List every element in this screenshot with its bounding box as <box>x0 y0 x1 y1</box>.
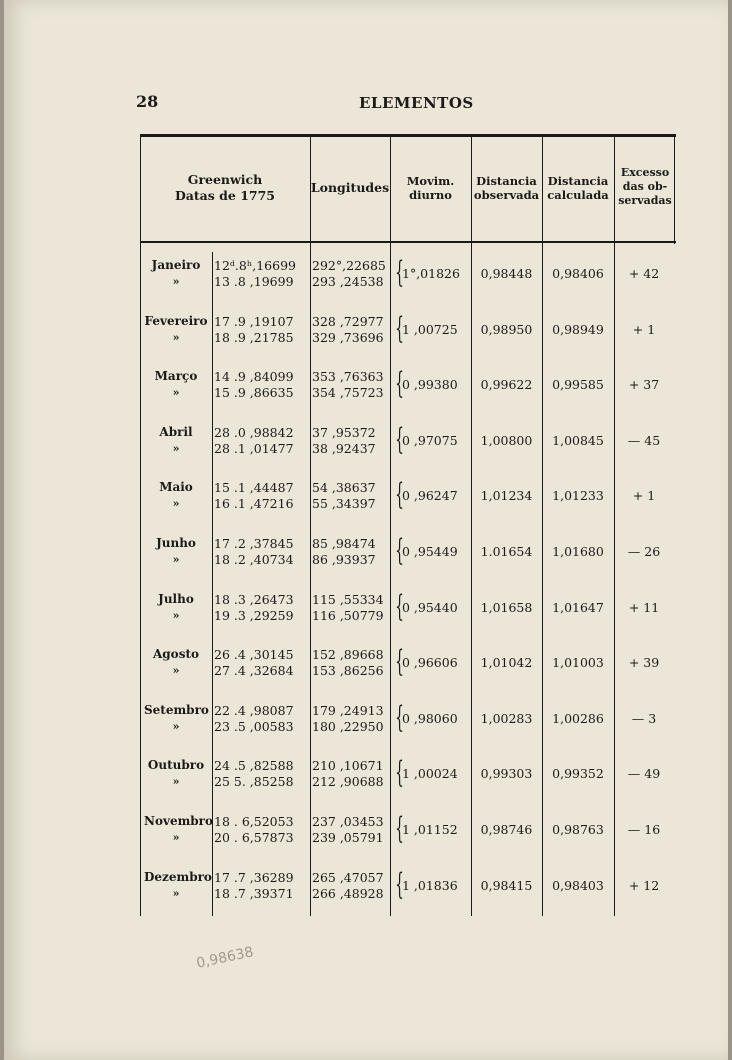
ditto-mark: » <box>172 608 180 622</box>
longitude-2: 153 ,86256 <box>312 663 384 679</box>
header-excess-line3: servadas <box>618 193 672 207</box>
daily-movement: 1 ,01152 <box>402 822 458 837</box>
date-2: 18 .2 ,40734 <box>214 552 294 567</box>
longitude-2: 86 ,93937 <box>312 552 376 567</box>
brace-glyph: { <box>395 866 404 902</box>
header-excess-line2: das ob- <box>622 179 668 193</box>
longitude-1: 328 ,72977 <box>312 313 384 329</box>
daily-movement: 0 ,95440 <box>402 599 458 615</box>
ditto-mark: » <box>172 886 180 900</box>
observed-distance: 0,98950 <box>480 321 533 337</box>
excess-value: — 26 <box>627 544 661 559</box>
longitude-1: 353 ,76363 <box>312 369 384 385</box>
table-row <box>140 310 676 358</box>
month-label: Abril <box>159 424 193 439</box>
daily-movement: 0 ,96247 <box>402 488 458 504</box>
month-label: Setembro <box>144 702 209 717</box>
table-row <box>140 644 676 691</box>
longitude-2: 180 ,22950 <box>312 718 384 734</box>
observed-distance: 1,01234 <box>480 488 533 504</box>
ditto-mark: » <box>172 497 180 511</box>
brace-glyph: { <box>395 755 404 791</box>
month-label: Maio <box>159 480 193 495</box>
table-row <box>140 755 676 802</box>
month-label: Dezembro <box>144 869 212 884</box>
table-row <box>140 811 676 858</box>
date-2: 19 .3 ,29259 <box>214 607 294 623</box>
month-label: Outubro <box>147 758 205 773</box>
longitude-1: 37 ,95372 <box>312 424 376 440</box>
date-1: 14 .9 ,84099 <box>214 369 294 385</box>
date-1: 28 .0 ,98842 <box>214 424 294 440</box>
ditto-mark: » <box>172 719 180 733</box>
excess-value: — 45 <box>627 432 661 448</box>
header-rule <box>140 241 676 243</box>
daily-movement: 1 ,01836 <box>402 877 458 893</box>
longitude-1: 152 ,89668 <box>312 647 384 663</box>
calculated-distance: 0,98403 <box>552 877 604 893</box>
date-2: 18 .7 ,39371 <box>214 885 294 901</box>
table-row <box>140 421 676 469</box>
brace-glyph: { <box>395 644 404 680</box>
excess-value: — 49 <box>627 766 661 782</box>
table-row <box>140 588 676 636</box>
calculated-distance: 1,01233 <box>552 488 604 504</box>
date-1: 26 .4 ,30145 <box>214 647 294 663</box>
header-dates-line2: Datas de 1775 <box>174 187 276 203</box>
longitude-1: 54 ,38637 <box>312 480 376 496</box>
brace-glyph: { <box>395 310 404 346</box>
calculated-distance: 0,98949 <box>552 321 604 337</box>
excess-value: + 1 <box>632 321 656 337</box>
observed-distance: 1,01042 <box>480 655 533 671</box>
longitude-2: 354 ,75723 <box>312 385 384 401</box>
header-excess-line1: Excesso <box>620 166 670 179</box>
longitude-2: 55 ,34397 <box>312 496 376 512</box>
header-calculated <box>542 174 614 203</box>
ditto-mark: » <box>172 664 180 678</box>
month-label: Março <box>154 369 198 384</box>
longitude-2: 293 ,24538 <box>312 274 384 289</box>
date-1: 17 .2 ,37845 <box>214 536 294 551</box>
calculated-distance: 1,01647 <box>552 599 604 615</box>
header-movement-line2: diurno <box>409 188 452 203</box>
ditto-mark: » <box>172 386 180 400</box>
excess-value: + 11 <box>628 599 660 615</box>
orbital-elements-table <box>140 134 676 916</box>
date-2: 20 . 6,57873 <box>214 830 294 845</box>
longitude-1: 85 ,98474 <box>312 536 376 551</box>
date-1: 17 .9 ,19107 <box>214 313 294 329</box>
table-row <box>140 477 676 524</box>
date-2: 25 5. ,85258 <box>214 774 294 790</box>
ditto-mark: » <box>172 553 180 566</box>
observed-distance: 0,99303 <box>480 766 533 782</box>
calculated-distance: 1,00286 <box>552 710 604 726</box>
ditto-mark: » <box>172 775 180 789</box>
excess-value: — 16 <box>627 822 661 837</box>
date-2: 16 .1 ,47216 <box>214 496 294 512</box>
date-2: 28 .1 ,01477 <box>214 440 294 456</box>
header-dates <box>140 172 310 203</box>
daily-movement: 0 ,96606 <box>402 655 458 671</box>
table-row <box>140 699 676 747</box>
daily-movement: 1 ,00024 <box>402 766 458 782</box>
brace-glyph: { <box>395 366 404 402</box>
pencil-annotation: 0,98638 <box>194 944 255 972</box>
longitude-2: 212 ,90688 <box>312 774 384 790</box>
date-2: 18 .9 ,21785 <box>214 329 294 345</box>
longitude-1: 179 ,24913 <box>312 702 384 718</box>
page-number: 28 <box>136 92 159 111</box>
calculated-distance: 1,01003 <box>552 655 604 671</box>
header-excess <box>614 166 676 207</box>
daily-movement: 0 ,98060 <box>402 710 458 726</box>
brace-glyph: { <box>395 421 404 457</box>
ditto-mark: » <box>172 330 180 344</box>
month-label: Fevereiro <box>144 313 208 328</box>
calculated-distance: 1,01680 <box>552 544 604 559</box>
calculated-distance: 1,00845 <box>552 432 604 448</box>
excess-value: + 37 <box>628 377 660 393</box>
brace-glyph: { <box>395 699 404 735</box>
header-movement-line1: Movim. <box>406 174 455 188</box>
ditto-mark: » <box>172 275 180 288</box>
calculated-distance: 0,98763 <box>552 822 604 837</box>
excess-value: — 3 <box>631 710 657 726</box>
calculated-distance: 0,98406 <box>552 266 604 281</box>
date-1: 17 .7 ,36289 <box>214 869 294 885</box>
observed-distance: 1,01658 <box>480 599 533 615</box>
table-row <box>140 255 676 302</box>
header-observed-line1: Distancia <box>476 174 537 188</box>
date-2: 13 .8 ,19699 <box>214 274 294 289</box>
table-row <box>140 866 676 914</box>
month-label: Agosto <box>152 647 199 662</box>
excess-value: + 12 <box>628 877 660 893</box>
header-movement <box>390 174 471 203</box>
date-1: 15 .1 ,44487 <box>214 480 294 496</box>
date-2: 23 .5 ,00583 <box>214 718 294 734</box>
header-longitudes: Longitudes <box>310 180 390 195</box>
longitude-2: 329 ,73696 <box>312 329 384 345</box>
observed-distance: 1.01654 <box>480 544 533 559</box>
ditto-mark: » <box>172 831 180 844</box>
longitude-2: 239 ,05791 <box>312 830 384 845</box>
brace-glyph: { <box>395 811 404 846</box>
daily-movement: 0 ,99380 <box>402 377 458 393</box>
daily-movement: 1°,01826 <box>402 266 460 281</box>
longitude-2: 266 ,48928 <box>312 885 384 901</box>
observed-distance: 0,98415 <box>480 877 533 893</box>
ditto-mark: » <box>172 441 180 455</box>
header-observed-line2: observada <box>473 188 540 203</box>
excess-value: + 1 <box>632 488 656 504</box>
month-label: Janeiro <box>151 258 201 272</box>
header-dates-line1: Greenwich <box>187 172 263 187</box>
observed-distance: 0,98448 <box>480 266 533 281</box>
daily-movement: 0 ,97075 <box>402 432 458 448</box>
date-1: 18 . 6,52053 <box>214 814 294 829</box>
header-calculated-line1: Distancia <box>547 174 609 188</box>
observed-distance: 1,00283 <box>480 710 533 726</box>
date-1: 24 .5 ,82588 <box>214 758 294 774</box>
table-top-rule <box>140 134 676 137</box>
date-1: 18 .3 ,26473 <box>214 591 294 607</box>
book-page <box>4 0 728 1060</box>
excess-value: + 42 <box>628 266 660 281</box>
table-row <box>140 533 676 580</box>
brace-glyph: { <box>395 477 404 513</box>
observed-distance: 1,00800 <box>480 432 533 448</box>
longitude-1: 210 ,10671 <box>312 758 384 774</box>
month-label: Novembro <box>144 814 213 828</box>
longitude-2: 38 ,92437 <box>312 440 376 456</box>
brace-glyph: { <box>395 533 404 568</box>
date-1: 22 .4 ,98087 <box>214 702 294 718</box>
longitude-1: 115 ,55334 <box>312 591 384 607</box>
brace-glyph: { <box>395 255 404 290</box>
longitude-1: 237 ,03453 <box>312 814 384 829</box>
excess-value: + 39 <box>628 655 660 671</box>
daily-movement: 1 ,00725 <box>402 321 458 337</box>
header-calculated-line2: calculada <box>547 188 609 203</box>
brace-glyph: { <box>395 588 404 624</box>
calculated-distance: 0,99352 <box>552 766 604 782</box>
observed-distance: 0,98746 <box>480 822 533 837</box>
calculated-distance: 0,99585 <box>552 377 604 393</box>
longitude-1: 265 ,47057 <box>312 869 384 885</box>
month-label: Julho <box>158 591 194 606</box>
header-observed <box>471 174 542 203</box>
table-row <box>140 366 676 413</box>
date-2: 15 .9 ,86635 <box>214 385 294 401</box>
longitude-2: 116 ,50779 <box>312 607 384 623</box>
month-label: Junho <box>156 536 196 550</box>
daily-movement: 0 ,95449 <box>402 544 458 559</box>
date-2: 27 .4 ,32684 <box>214 663 294 679</box>
longitude-1: 292°,22685 <box>312 258 386 273</box>
page-title: ELEMENTOS <box>359 94 474 112</box>
date-1: 12ᵈ.8ʰ,16699 <box>214 258 296 273</box>
observed-distance: 0,99622 <box>480 377 533 393</box>
